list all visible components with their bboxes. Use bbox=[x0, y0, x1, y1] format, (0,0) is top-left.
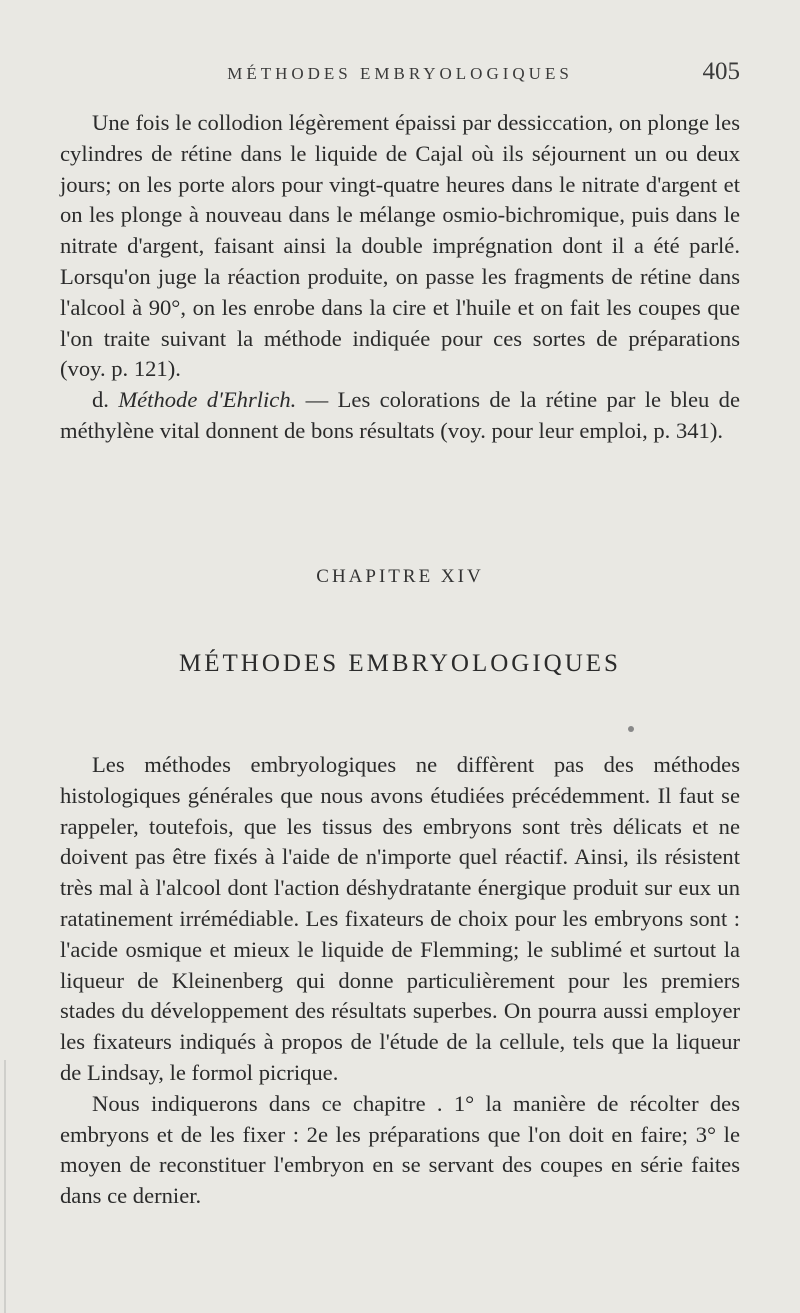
running-head bbox=[60, 56, 740, 92]
paragraph-ehrlich bbox=[60, 385, 740, 447]
page-edge-shadow bbox=[4, 1060, 6, 1313]
chapter-label: CHAPITRE XIV bbox=[316, 566, 484, 587]
paragraph-chapter-plan: Nous indiquerons dans ce chapitre . 1° la manière de récolter des embryons et de les fixer : 2e les préparations que l'on doit en faire; 3° le moyen de reconstituer l'embryon en se servant des coupes en série faites dans ce dernier. bbox=[60, 1090, 740, 1209]
paragraph-embryo-fixation: Les méthodes embryologiques ne diffèrent pas des méthodes histologiques générales que nous avons étudiées précédemment. Il faut se rappeler, toutefois, que les tissus des embryons sont très délicats et ne doivent pas être fixés à l'aide de n'importe quel réactif. Ainsi, ils résistent très mal à l'alcool dont l'action déshydratante énergique produit sur eux un ratatinement irrémédiable. Les fixateurs de choix pour les embryons sont : l'acide osmique et mieux le liquide de Flemming; le sublimé et surtout la liqueur de Kleinenberg qui donne particulièrement pour les premiers stades du développement des résultats superbes. On pourra aussi employer les fixateurs indiqués à propos de l'étude de la cellule, tels que la liqueur de Lindsay, le formol picrique. bbox=[60, 752, 740, 1085]
running-title: MÉTHODES EMBRYOLOGIQUES bbox=[227, 64, 573, 83]
section-retina-methods bbox=[60, 108, 740, 447]
method-title: Méthode d'Ehrlich. bbox=[118, 387, 297, 413]
chapter-title: MÉTHODES EMBRYOLOGIQUES bbox=[179, 650, 621, 677]
page-number: 405 bbox=[702, 58, 740, 85]
method-label: d. bbox=[92, 387, 109, 413]
print-speck bbox=[628, 726, 634, 732]
section-embryology bbox=[60, 750, 740, 1212]
paragraph-collodion: Une fois le collodion légèrement épaissi par dessiccation, on plonge les cylindres de rétine dans le liquide de Cajal où ils séjournent un ou deux jours; on les porte alors pour vingt-quatre heures dans le nitrate d'argent et on les plonge à nouveau dans le mélange osmio-bichromique, puis dans le nitrate d'argent, faisant ainsi la double imprégnation dont il a été parlé. Lorsqu'on juge la réaction produite, on passe les fragments de rétine dans l'alcool à 90°, on les enrobe dans la cire et l'huile et on fait les coupes que l'on traite suivant la méthode indiquée pour ces sortes de préparations (voy. p. 121). bbox=[60, 110, 740, 382]
method-text: — Les colorations de la rétine par le bleu de méthylène vital donnent de bons résultats (voy. pour leur emploi, p. 341). bbox=[60, 387, 740, 443]
